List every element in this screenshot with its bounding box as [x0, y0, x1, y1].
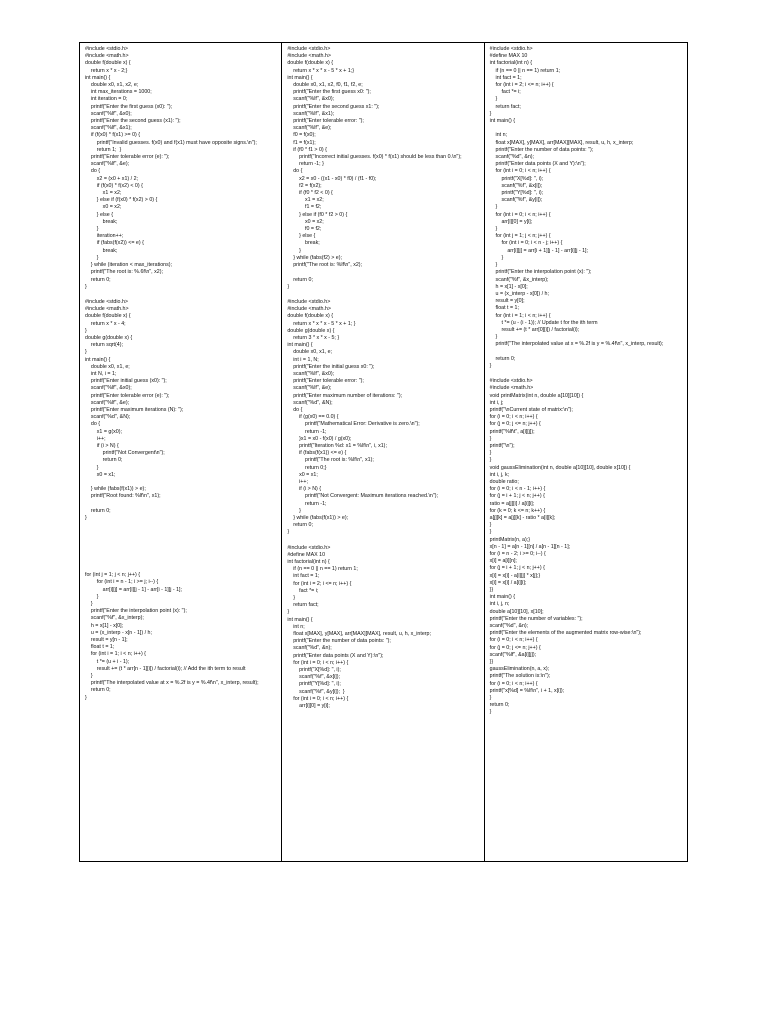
fixed-point-snippet: [85, 299, 278, 522]
newton-raphson-snippet: [287, 299, 480, 537]
code-line: int main() {: [489, 594, 515, 601]
code-line: printf("Enter the number of data points: ");: [489, 146, 594, 153]
code-line: }: [85, 593, 99, 600]
code-line: break;: [287, 240, 320, 247]
code-line: }: [489, 254, 504, 261]
code-line: } while (fabs(f2) > e);: [287, 254, 342, 261]
code-line: printf("The interpolated value at x = %.2f is y = %.4f\n", x_interp, result);: [489, 341, 664, 348]
code-line: int i, j;: [489, 399, 504, 406]
code-line: return fact;: [287, 602, 319, 609]
code-line: }: [85, 673, 93, 680]
code-line: scanf("%lf", &e);: [85, 161, 130, 168]
code-line: }: [489, 334, 498, 341]
code-line: }: [287, 507, 301, 514]
code-line: return -1;: [287, 428, 327, 435]
code-line: for (int i = 0; i < n; i++) {: [287, 695, 349, 702]
code-line: if (fabs(f(x2)) <= e) {: [85, 240, 144, 247]
code-column-2: [282, 43, 484, 861]
code-line: int n;: [287, 623, 305, 630]
code-line: return 0;: [489, 355, 516, 362]
code-line: u = (x_interp - x[0]) / h;: [489, 290, 549, 297]
code-line: double f(double x) {: [287, 313, 333, 320]
code-line: }: [489, 457, 492, 464]
code-line: double x0, x1, x2, f0, f1, f2, e;: [287, 82, 363, 89]
code-line: }: [489, 204, 498, 211]
code-line: #include <stdio.h>: [287, 298, 331, 305]
code-line: double f(double x) {: [287, 60, 333, 67]
code-line: for (int i = 2; i <= n; i++) {: [489, 82, 554, 89]
code-line: x1 = x2;: [287, 197, 324, 204]
code-line: double x0, x1, e;: [287, 349, 333, 356]
code-line: for (i = 0; i < n; i++) {: [489, 414, 538, 421]
code-line: printf("Enter the first guess (x0): ");: [85, 103, 173, 110]
code-line: #include <stdio.h>: [489, 378, 533, 385]
code-line: printf("Invalid guesses. f(x0) and f(x1) must have opposite signs.\n");: [85, 139, 257, 146]
code-line: scanf("%d", &n);: [489, 623, 529, 630]
code-line: printf("Iteration %d: x1 = %lf\n", i, x1);: [287, 442, 387, 449]
code-line: }: [287, 283, 290, 290]
code-line: for (i = 0; i < n - 1; i++) {: [489, 486, 546, 493]
code-line: return 0;: [85, 457, 123, 464]
code-line: }: [489, 435, 492, 442]
code-line: printf("Enter initial guess (x0): ");: [85, 378, 167, 385]
false-position-snippet: [287, 46, 480, 291]
code-line: return 0;: [287, 522, 313, 529]
code-line: double f(double x) {: [85, 313, 131, 320]
code-line: double ratio;: [489, 478, 519, 485]
code-line: #include <stdio.h>: [85, 46, 128, 52]
code-line: x[i] = x[i] - a[i][j] * x[j];}: [489, 572, 541, 579]
code-line: for (int i = 0; i < n; i++) {: [287, 659, 349, 666]
code-line: #define MAX 10: [489, 53, 528, 60]
code-line: for (j = 0; j <= n; j++) {: [489, 421, 541, 428]
code-line: printf("Enter the interpolation point (x): ");: [489, 269, 592, 276]
code-line: return -1;: [287, 500, 327, 507]
code-line: scanf("%lf", &a[i][j]);: [489, 651, 537, 658]
code-line: int factorial(int n) {: [489, 60, 533, 67]
code-line: }: [85, 327, 87, 334]
code-line: #include <math.h>: [287, 306, 331, 313]
code-line: for (int i = 0; i < n; i++) {: [489, 168, 551, 175]
code-line: if (f0 * f2 < 0) {: [287, 190, 333, 197]
forward-interpolation-snippet: [490, 46, 684, 370]
code-line: return 0;: [287, 276, 313, 283]
code-line: h = x[1] - x[0];: [85, 622, 124, 629]
code-line: #include <stdio.h>: [287, 544, 331, 551]
code-line: for (i = 0; i < n; i++) {: [489, 637, 538, 644]
code-line: return x * x * x - 5 * x + 1; }: [287, 320, 356, 327]
code-line: return 0;: [85, 687, 111, 694]
code-line: scanf("%d", &n);: [489, 154, 535, 161]
code-line: }: [489, 450, 492, 457]
code-line: double f(double x) {: [85, 60, 131, 67]
code-line: printf("Not Convergent\n");: [85, 450, 165, 457]
code-line: printf("x[%d] = %lf\n", i + 1, x[i]);: [489, 687, 565, 694]
code-line: return x * x - 2;}: [85, 67, 128, 74]
code-line: u = (x_interp - x[n - 1]) / h;: [85, 629, 152, 636]
code-line: x0 = x1;: [85, 471, 116, 478]
code-line: scanf("%lf", &e);: [85, 399, 130, 406]
code-line: printf("Not Convergent: Maximum iterations reached.\n");: [287, 493, 438, 500]
code-line: return 0;: [85, 507, 111, 514]
backward-interpolation-snippet: [85, 572, 278, 702]
code-line: #include <math.h>: [85, 306, 129, 313]
code-line: [490, 125, 684, 132]
code-line: [490, 349, 684, 356]
code-line: printf("Enter the initial guess x0: ");: [287, 363, 375, 370]
code-line: printf("Incorrect initial guesses. f(x0) * f(x1) should be less than 0.\n");: [287, 154, 462, 161]
code-line: int factorial(int n) {: [287, 559, 330, 566]
code-line: printMatrix(n, a);}: [489, 536, 530, 543]
code-line: f2 = f(x2);: [287, 182, 322, 189]
code-line: } else {: [85, 211, 113, 218]
code-line: [85, 479, 278, 486]
code-line: break;: [85, 218, 118, 225]
code-line: }: [489, 362, 492, 369]
code-line: }: [489, 96, 498, 103]
code-line: double x0, x1, x2, e;: [85, 82, 139, 89]
code-line: double a[10][10], x[10];: [489, 608, 544, 615]
code-line: }: [489, 709, 492, 716]
code-line: } else if (f(x0) * f(x2) > 0) {: [85, 197, 158, 204]
code-line: [85, 501, 278, 508]
code-line: i++;: [287, 478, 308, 485]
code-line: return 0;}: [287, 464, 327, 471]
code-line: int i, j, k;: [489, 471, 510, 478]
code-line: } while (fabs(f(x1)) > e);: [287, 515, 349, 521]
code-line: for (k = 0; k <= n; k++) {: [489, 507, 546, 514]
code-line: printf("Enter tolerable error (e): ");: [85, 392, 170, 399]
code-line: int fact = 1;: [287, 573, 320, 580]
code-sheet: [79, 42, 688, 862]
code-line: printf("Enter tolerable error: ");: [287, 118, 364, 125]
code-line: x1 = x2;: [85, 190, 122, 197]
code-line: }x1 = x0 - f(x0) / g(x0);: [287, 435, 352, 442]
code-line: scanf("%lf", &x0);: [287, 96, 335, 103]
code-line: }: [85, 283, 87, 290]
code-line: do {: [287, 406, 303, 413]
code-line: void gaussElimination(int n, double a[10][10], double x[10]) {: [489, 464, 631, 471]
code-line: fact *= i;: [489, 89, 521, 96]
code-line: for (j = i + 1; j < n; j++) {: [489, 565, 545, 572]
code-line: arr[i][0] = y[i];: [489, 218, 533, 225]
code-line: double g(double x) {: [85, 334, 133, 341]
code-line: scanf("%lf", &x1);: [287, 110, 335, 117]
code-line: result = y[0];: [489, 298, 525, 305]
code-line: scanf("%f", &x_interp);: [489, 276, 549, 283]
code-line: i++;: [85, 435, 106, 442]
code-line: ratio = a[j][i] / a[i][i];: [489, 500, 535, 507]
code-line: x0 = x2;: [287, 218, 324, 225]
code-line: return x * x * x - 5 * x + 1;}: [287, 67, 355, 74]
code-line: printf("The root is: %.6f\n", x2);: [85, 269, 163, 276]
code-line: printf("%lf\t", a[i][j]);: [489, 428, 535, 435]
code-line: #include <math.h>: [287, 53, 331, 60]
code-line: scanf("%d", &n);: [287, 645, 332, 652]
code-line: printf("Enter the elements of the augmented matrix row-wise:\n");: [489, 630, 642, 637]
code-line: for (int i = 1; i < n; i++) {: [85, 651, 146, 658]
code-line: }: [287, 529, 290, 536]
code-line: printf("X[%d]: ", i);: [287, 667, 341, 674]
code-line: int fact = 1;: [489, 74, 522, 81]
code-line: scanf("%f", &x[i]);: [489, 182, 543, 189]
code-line: for (int j = 1; j < n; j++) {: [489, 233, 551, 240]
code-line: scanf("%lf", &x0);: [85, 110, 132, 117]
code-line: do {: [85, 421, 101, 428]
code-line: for (j = 0; j <= n; j++) {: [489, 644, 541, 651]
code-line: iteration++;: [85, 233, 124, 240]
code-line: } else {: [287, 233, 316, 240]
code-line: scanf("%d", &N);: [287, 399, 333, 406]
code-line: printf("The interpolated value at x = %.2f is y = %.4f\n", x_interp, result);: [85, 680, 259, 687]
code-line: } else if (f0 * f2 > 0) {: [287, 211, 348, 218]
code-line: printf("The root is: %lf\n", x1);: [287, 457, 374, 464]
code-line: a[j][k] = a[j][k] - ratio * a[i][k];: [489, 515, 556, 521]
code-line: printf("Enter data points (X and Y):\n");: [287, 652, 384, 659]
code-line: int n;: [489, 132, 508, 139]
code-line: return 0;: [85, 276, 111, 283]
code-column-1: [80, 43, 282, 861]
code-line: printf("Enter the second guess (x1): ");: [85, 118, 181, 125]
code-line: printf("The root is: %lf\n", x2);: [287, 262, 363, 269]
code-line: x2 = x0 - ((x1 - x0) * f0) / (f1 - f0);: [287, 175, 377, 182]
code-line: x2 = (x0 + x1) / 2;: [85, 175, 138, 182]
code-line: return x * x - 4;: [85, 320, 126, 327]
code-line: int main() {: [489, 118, 515, 125]
code-line: f0 = f2;: [287, 226, 322, 233]
code-line: float x[MAX], y[MAX], arr[MAX][MAX], result, u, h, x_interp;: [489, 139, 634, 146]
code-line: }: [85, 349, 87, 356]
code-line: scanf("%lf", &x0);: [85, 385, 132, 392]
code-line: if (n == 0 || n == 1) return 1;: [287, 566, 358, 573]
code-line: x0 = x1;: [287, 471, 318, 478]
code-line: }: [85, 254, 99, 261]
code-line: if (n == 0 || n == 1) return 1;: [489, 67, 561, 74]
code-line: #include <math.h>: [85, 53, 129, 60]
code-line: int main() {: [85, 74, 111, 81]
gauss-elimination-snippet: [490, 378, 684, 717]
code-line: int i, j, n;: [489, 601, 510, 608]
code-line: printf("Mathematical Error: Derivative is zero.\n");: [287, 421, 420, 428]
code-line: scanf("%lf", &e);: [287, 385, 332, 392]
code-line: printf("The solution is:\n");: [489, 673, 551, 680]
code-line: break;: [85, 247, 118, 254]
code-line: return -1; }: [287, 161, 324, 168]
code-line: printf("\nCurrent state of matrix:\n");: [489, 406, 573, 413]
code-line: printf("Y[%d]: ", i);: [489, 190, 544, 197]
code-line: int main() {: [287, 342, 313, 349]
code-line: if (g(x0) == 0.0) {: [287, 414, 339, 421]
code-line: #include <math.h>: [489, 385, 534, 392]
code-line: arr[i][j] = arr[i][j - 1] - arr[i - 1][j - 1];: [85, 586, 182, 593]
code-line: arr[i][0] = y[i];: [287, 703, 330, 710]
code-line: for (int i = 1; i < n; i++) {: [489, 312, 551, 319]
code-line: gaussElimination(n, a, x);: [489, 666, 550, 673]
code-line: for (i = 0; i < n; i++) {: [489, 680, 538, 687]
code-line: if (fabs(f(x1)) <= e) {: [287, 450, 347, 457]
code-line: for (int j = 1; j < n; j++) {: [85, 572, 141, 579]
code-line: }}: [489, 659, 494, 666]
code-line: scanf("%lf", &x1);: [85, 125, 132, 132]
code-line: x[i] = x[i] / a[i][i];: [489, 579, 527, 586]
code-line: }: [287, 609, 290, 616]
code-line: return sqrt(4);: [85, 342, 123, 349]
code-line: scanf("%f", &x_interp);: [85, 615, 144, 622]
code-line: fact *= i;: [287, 587, 319, 594]
code-line: }: [489, 695, 492, 702]
code-line: }: [85, 464, 99, 471]
code-line: return fact;: [489, 103, 521, 110]
code-line: }: [85, 226, 99, 233]
code-line: int N, i = 1;: [85, 370, 117, 377]
code-line: for (i = n - 2; i >= 0; i--) {: [489, 551, 546, 558]
code-line: int max_iterations = 1000;: [85, 89, 152, 96]
code-line: printf("Enter tolerable error (e): ");: [85, 154, 170, 161]
code-line: double g(double x) {: [287, 327, 335, 334]
code-line: t *= (u + i - 1);: [85, 658, 130, 665]
code-line: [287, 269, 480, 276]
code-line: x[n - 1] = a[n - 1][n] / a[n - 1][n - 1];: [489, 543, 571, 550]
code-line: f0 = f(x0);: [287, 132, 316, 139]
code-line: x0 = x2;: [85, 204, 122, 211]
code-line: if (i > N) {: [287, 486, 322, 493]
code-line: int i = 1, N;: [287, 356, 319, 363]
code-line: if (i > N) {: [85, 442, 119, 449]
code-line: }: [489, 110, 492, 117]
code-line: result += (t * arr[0][i]) / factorial(i);: [489, 326, 580, 333]
code-line: for (int i = 2; i <= n; i++) {: [287, 580, 352, 587]
code-line: for (int i = 0; i < n; i++) {: [489, 211, 551, 218]
code-line: result = y[n - 1];: [85, 637, 128, 644]
code-line: }: [489, 226, 498, 233]
bisection-snippet: [85, 46, 278, 291]
code-line: float t = 1;: [85, 644, 115, 651]
code-line: }: [287, 247, 301, 254]
code-line: #include <stdio.h>: [287, 46, 331, 52]
code-line: }: [287, 595, 295, 602]
code-line: #include <stdio.h>: [489, 46, 533, 52]
code-line: x[i] = a[i][n];: [489, 558, 517, 565]
code-line: f1 = f(x1);: [287, 139, 316, 146]
code-line: t *= (u - (i - 1)); // Update t for the ith term: [489, 319, 598, 326]
code-line: for (int i = n - 1; i >= j; i--) {: [85, 579, 159, 586]
code-line: f1 = f2;: [287, 204, 322, 211]
code-line: printf("Enter tolerable error: ");: [287, 378, 364, 385]
code-line: }: [489, 529, 492, 536]
code-line: }: [489, 522, 492, 529]
code-line: }: [85, 515, 87, 521]
code-line: printf("Enter the interpolation point (x): ");: [85, 608, 187, 615]
code-line: return 3 * x * x - 5; }: [287, 334, 340, 341]
code-line: for (j = i + 1; j < n; j++) {: [489, 493, 545, 500]
code-line: result += (t * arr[n - 1][i]) / factorial(i); // Add the ith term to result: [85, 665, 246, 672]
code-line: if (f0 * f1 > 0) {: [287, 146, 327, 153]
code-line: int main() {: [85, 356, 111, 363]
code-line: } while (iteration < max_iterations);: [85, 262, 172, 269]
code-line: int main() {: [287, 74, 313, 81]
code-line: }: [85, 694, 87, 701]
code-line: #define MAX 10: [287, 551, 326, 558]
code-line: printf("Enter maximum number of iterations: ");: [287, 392, 403, 399]
code-line: return 0;: [489, 702, 510, 709]
code-line: printf("Enter the second guess x1: ");: [287, 103, 380, 110]
code-line: printf("Root found: %lf\n", x1);: [85, 493, 161, 500]
code-line: void printMatrix(int n, double a[10][10]) {: [489, 392, 584, 399]
code-line: scanf("%f", &x[i]);: [287, 674, 340, 681]
code-line: do {: [85, 168, 101, 175]
code-line: h = x[1] - x[0];: [489, 283, 528, 290]
code-line: float x[MAX], y[MAX], arr[MAX][MAX], result, u, h, x_interp;: [287, 631, 431, 638]
code-line: int iteration = 0;: [85, 96, 128, 103]
code-line: if (f(x0) * f(x1) >= 0) {: [85, 132, 141, 139]
factorial-interpolation-snippet: [287, 545, 480, 711]
code-line: } while (fabs(f(x1)) > e);: [85, 486, 146, 493]
code-line: scanf("%f", &y[i]); }: [287, 688, 345, 695]
code-line: printf("Enter data points (X and Y):\n");: [489, 161, 586, 168]
code-line: do {: [287, 168, 303, 175]
code-line: float t = 1;: [489, 305, 519, 312]
code-line: for (int i = 0; i < n - j; i++) {: [489, 240, 563, 247]
code-line: scanf("%f", &y[i]);: [489, 197, 543, 204]
code-line: printf("Enter the number of variables: ");: [489, 615, 583, 622]
code-line: #include <stdio.h>: [85, 298, 128, 305]
code-line: arr[i][j] = arr[i + 1][j - 1] - arr[i][j - 1];: [489, 247, 588, 254]
code-line: return 1; }: [85, 146, 122, 153]
code-line: x1 = g(x0);: [85, 428, 122, 435]
code-line: printf("Y[%d]: ", i);: [287, 681, 341, 688]
code-line: printf("X[%d]: ", i);: [489, 175, 544, 182]
code-column-3: [485, 43, 687, 861]
code-line: }: [489, 262, 498, 269]
code-line: printf("Enter the number of data points: ");: [287, 638, 391, 645]
code-line: }: [85, 601, 93, 608]
code-line: printf("Enter the first guess x0: ");: [287, 89, 371, 96]
code-line: scanf("%d", &N);: [85, 414, 131, 421]
code-line: if (f(x0) * f(x2) < 0) {: [85, 182, 143, 189]
code-line: int main() {: [287, 616, 313, 623]
code-line: scanf("%lf", &e);: [287, 125, 332, 132]
code-line: }}: [489, 587, 494, 594]
code-line: scanf("%lf", &x0);: [287, 370, 335, 377]
code-line: double x0, x1, e;: [85, 363, 130, 370]
code-line: printf("Enter maximum iterations (N): ");: [85, 406, 184, 413]
code-line: printf("\n");: [489, 442, 515, 449]
